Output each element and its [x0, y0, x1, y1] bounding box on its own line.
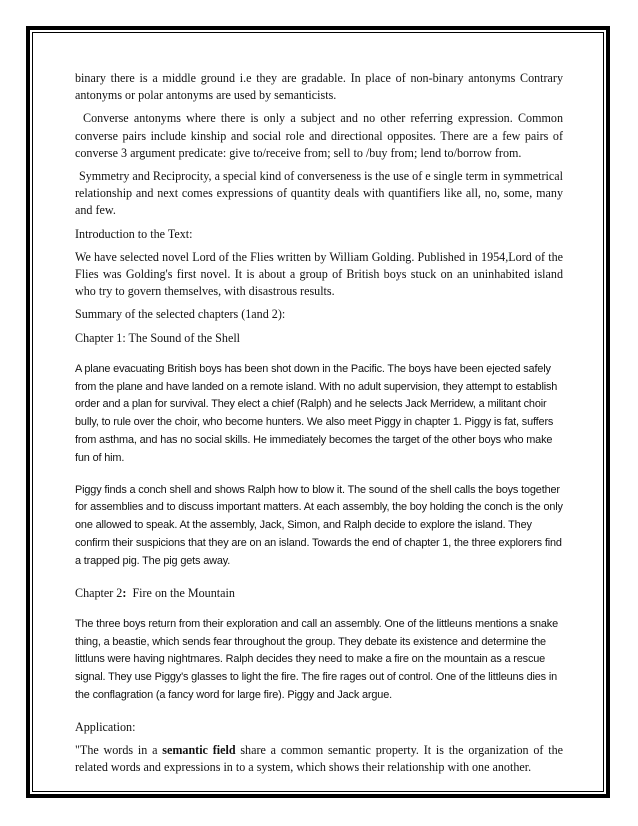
paragraph-chapter-2: The three boys return from their exploration and call an assembly. One of the littleuns mentions a snake thing, a beastie, which sends fear throughout the group. They debate its existence and determine the littluns were having nightmares. Ralph decides they need to make a fire on the mountain as a rescue signal. They use Piggy's glasses to light the fire. The fire rages out of control. One of the littleuns dies in the conflagration (a fancy word for large fire). Piggy and Jack argue.	[75, 617, 559, 701]
paragraph-chapter-1-plane: A plane evacuating British boys has been shot down in the Pacific. The boys have been ejected safely from the plane and have landed on a remote island. With no adult supervision, they attempt to establish order and a plan for survival. They elect a chief (Ralph) and he selects Jack Merridew, a militant choir bully, to rule over the choir, who become hunters. We also meet Piggy in chapter 1. Piggy is fat, suffers from asthma, and has no social skills. He immediately becomes the target of the other boys who make fun of him.	[75, 362, 558, 464]
paragraph-introduction: We have selected novel Lord of the Flies written by William Golding. Published in 1954,Lord of the Flies was Golding's first novel. It is about a group of British boys stuck on an uninhabited island who try to govern themselves, with disastrous results.	[75, 249, 563, 299]
heading-summary: Summary of the selected chapters (1and 2):	[75, 307, 286, 322]
application-text-end: share a common semantic property. It is the organization of the related words and expressions in to a system, which shows their relationship with one another.	[75, 743, 563, 775]
paragraph-converse-antonyms: Converse antonyms where there is only a subject and no other referring expression. Common converse pairs include kinship and social role and directional opposites. There are a few pairs of converse 3 argument predicate: give to/receive from; sell to /buy from; lend to/borrow from.	[75, 111, 563, 160]
heading-introduction: Introduction to the Text:	[75, 226, 193, 241]
paragraph-application	[75, 742, 563, 776]
heading-chapter-1: Chapter 1: The Sound of the Shell	[75, 330, 241, 345]
paragraph-chapter-1-conch: Piggy finds a conch shell and shows Ralph how to blow it. The sound of the shell calls the boys together for assemblies and to discuss important matters. At each assembly, the boy holding the conch is the only one allowed to speak. At the assembly, Jack, Simon, and Ralph decide to explore the island. They confirm their suspicions that they are on an island. Towards the end of chapter 1, the three explorers find a trapped pig. The pig gets away.	[75, 483, 563, 567]
application-term-semantic-field: semantic field	[162, 743, 236, 757]
paragraph-antonyms: binary there is a middle ground i.e they are gradable. In place of non-binary antonyms Contrary antonyms or polar antonyms are used by semanticists.	[75, 71, 563, 103]
chapter-2-title: Fire on the Mountain	[132, 585, 235, 600]
heading-chapter-2	[75, 585, 563, 602]
chapter-2-colon: :	[122, 585, 127, 600]
application-text-start: "The words in a	[75, 743, 163, 757]
paragraph-symmetry: Symmetry and Reciprocity, a special kind of converseness is the use of e single term in symmetrical relationship and next comes expressions of quantity deals with quantifiers like all, no, some, many and few.	[75, 169, 563, 218]
document-page	[75, 70, 563, 776]
heading-application: Application:	[75, 719, 136, 734]
chapter-2-label: Chapter 2	[75, 585, 123, 600]
